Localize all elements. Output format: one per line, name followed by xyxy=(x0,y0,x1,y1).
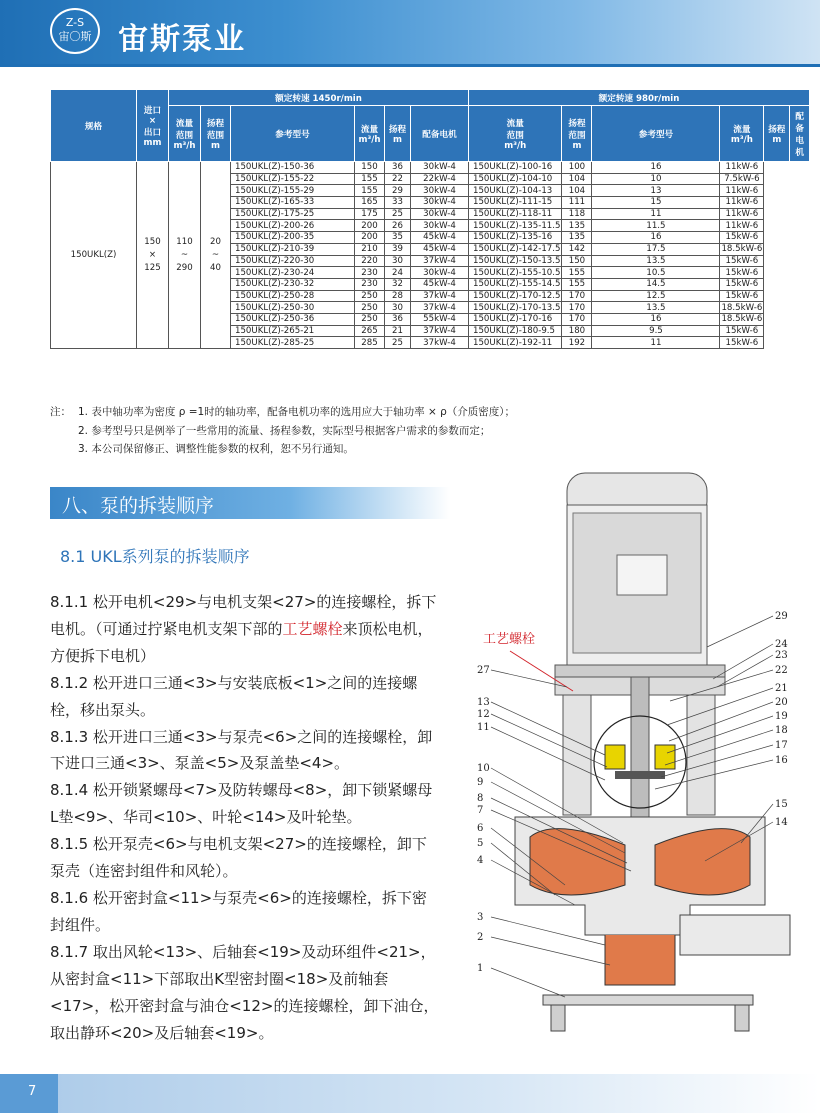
part-label-right: 22 xyxy=(775,665,788,676)
table-cell: 135 xyxy=(562,232,592,244)
cell-model: 150UKL(Z)-285-25 xyxy=(231,337,355,349)
part-label-right: 29 xyxy=(775,611,788,622)
table-cell: 30kW-4 xyxy=(411,267,469,279)
th-flow-1: 流量 m³/h xyxy=(355,106,385,162)
table-cell: 30kW-4 xyxy=(411,197,469,209)
table-cell: 10.5 xyxy=(592,267,720,279)
leader-line xyxy=(713,644,773,679)
cell-model: 150UKL(Z)-180-9.5 xyxy=(469,325,562,337)
table-cell: 285 xyxy=(355,337,385,349)
table-cell: 200 xyxy=(355,220,385,232)
table-cell: 11 xyxy=(592,208,720,220)
table-cell: 170 xyxy=(562,313,592,325)
table-cell: 230 xyxy=(355,278,385,290)
cell-model: 150UKL(Z)-118-11 xyxy=(469,208,562,220)
step-8-1-7: 8.1.7 取出风轮<13>、后轴套<19>及动环组件<21>，从密封盒<11>下部取出K型密封圈<18>及前轴套<17>，松开密封盒与油仓<12>的连接螺栓，卸下油仓，取出静环<20>及后轴套<19>。 xyxy=(50,942,439,1042)
table-cell: 15kW-6 xyxy=(720,337,764,349)
pump-cross-section-diagram xyxy=(455,465,820,1035)
th-speed-1450: 额定转速 1450r/min xyxy=(169,90,469,106)
table-cell: 25 xyxy=(385,337,411,349)
table-cell: 30kW-4 xyxy=(411,185,469,197)
part-label-left: 10 xyxy=(477,763,490,774)
part-label-right: 14 xyxy=(775,817,788,828)
seal-spring-right xyxy=(655,745,675,769)
table-cell: 37kW-4 xyxy=(411,290,469,302)
table-cell: 22 xyxy=(385,173,411,185)
part-label-left: 13 xyxy=(477,697,490,708)
table-cell: 250 xyxy=(355,290,385,302)
process-bolt-callout: 工艺螺栓 xyxy=(483,632,536,647)
th-speed-980: 额定转速 980r/min xyxy=(469,90,810,106)
table-cell: 265 xyxy=(355,325,385,337)
table-cell: 11kW-6 xyxy=(720,197,764,209)
leader-line xyxy=(491,937,610,965)
header-divider xyxy=(0,64,820,67)
table-cell: 135 xyxy=(562,220,592,232)
part-label-right: 16 xyxy=(775,755,788,766)
cell-model: 150UKL(Z)-220-30 xyxy=(231,255,355,267)
cell-size: 150 × 125 xyxy=(137,162,169,349)
table-cell: 155 xyxy=(355,185,385,197)
cell-model: 150UKL(Z)-250-36 xyxy=(231,313,355,325)
table-cell: 11kW-6 xyxy=(720,162,764,174)
bracket-left-leg xyxy=(563,695,591,815)
table-cell: 37kW-4 xyxy=(411,302,469,314)
part-label-right: 24 xyxy=(775,639,788,650)
cell-model: 150UKL(Z)-155-10.5 xyxy=(469,267,562,279)
part-label-left: 3 xyxy=(477,912,484,923)
table-cell: 24 xyxy=(385,267,411,279)
cell-head-range: 20 ~ 40 xyxy=(201,162,231,349)
cell-model: 150UKL(Z)-155-14.5 xyxy=(469,278,562,290)
table-cell: 15kW-6 xyxy=(720,232,764,244)
step-8-1-5: 8.1.5 松开泵壳<6>与电机支架<27>的连接螺栓，卸下泵壳（连密封组件和风轮）。 xyxy=(50,835,427,881)
table-cell: 13 xyxy=(592,185,720,197)
th-model-1: 参考型号 xyxy=(231,106,355,162)
table-cell: 30kW-4 xyxy=(411,162,469,174)
table-cell: 200 xyxy=(355,232,385,244)
cell-model: 150UKL(Z)-150-13.5 xyxy=(469,255,562,267)
table-cell: 45kW-4 xyxy=(411,243,469,255)
th-flow-range: 流量 范围 m³/h xyxy=(169,106,201,162)
cell-model: 150UKL(Z)-111-15 xyxy=(469,197,562,209)
table-cell: 210 xyxy=(355,243,385,255)
note-2: 2. 参考型号只是例举了一些常用的流量、扬程参数，实际型号根据客户需求的参数而定； xyxy=(78,424,491,437)
table-cell: 15kW-6 xyxy=(720,278,764,290)
leader-line xyxy=(707,616,773,647)
table-cell: 155 xyxy=(562,267,592,279)
table-cell: 142 xyxy=(562,243,592,255)
cell-model: 150UKL(Z)-265-21 xyxy=(231,325,355,337)
motor-nameplate xyxy=(617,555,667,595)
th-motor-1: 配备电机 xyxy=(411,106,469,162)
base-plate xyxy=(543,995,753,1005)
table-cell: 29 xyxy=(385,185,411,197)
cell-model: 150UKL(Z)-230-24 xyxy=(231,267,355,279)
cell-model: 150UKL(Z)-200-26 xyxy=(231,220,355,232)
leader-line xyxy=(665,730,773,765)
note-3: 3. 本公司保留修正、调整性能参数的权利，恕不另行通知。 xyxy=(78,443,354,455)
table-cell: 26 xyxy=(385,220,411,232)
table-cell: 18.5kW-6 xyxy=(721,314,763,325)
table-cell: 33 xyxy=(385,197,411,209)
part-label-left: 7 xyxy=(477,805,484,816)
table-cell: 18.5kW-6 xyxy=(721,302,763,313)
cell-model: 150UKL(Z)-100-16 xyxy=(469,162,562,174)
part-label-left: 11 xyxy=(477,722,490,733)
step-8-1-1: 8.1.1 松开电机<29>与电机支架<27>的连接螺栓，拆下电机。（可通过拧紧电机支架下部的工艺螺栓来顶松电机，方便拆下电机） xyxy=(50,593,437,665)
cell-model: 150UKL(Z)-192-11 xyxy=(469,337,562,349)
table-cell: 150 xyxy=(562,255,592,267)
table-cell: 30 xyxy=(385,302,411,314)
cell-model: 150UKL(Z)-155-22 xyxy=(231,173,355,185)
th-head-1: 扬程 m xyxy=(385,106,411,162)
part-label-right: 17 xyxy=(775,740,788,751)
table-cell: 36 xyxy=(385,162,411,174)
cell-model: 150UKL(Z)-135-11.5 xyxy=(469,220,562,232)
th-spec: 规格 xyxy=(51,90,137,162)
step-8-1-6: 8.1.6 松开密封盒<11>与泵壳<6>的连接螺栓，拆下密封组件。 xyxy=(50,888,427,934)
cell-model: 150UKL(Z)-165-33 xyxy=(231,197,355,209)
step-8-1-4: 8.1.4 松开锁紧螺母<7>及防转螺母<8>，卸下锁紧螺母L垫<9>、华司<10>、叶轮<14>及叶轮垫。 xyxy=(50,781,433,827)
table-cell: 12.5 xyxy=(592,290,720,302)
th-flow-2: 流量 m³/h xyxy=(720,106,764,162)
th-model-2: 参考型号 xyxy=(592,106,720,162)
table-cell: 16 xyxy=(592,313,720,325)
table-cell: 150 xyxy=(355,162,385,174)
table-cell: 10 xyxy=(592,173,720,185)
table-cell: 11kW-6 xyxy=(720,220,764,232)
table-cell: 11.5 xyxy=(592,220,720,232)
table-cell: 37kW-4 xyxy=(411,255,469,267)
table-cell: 230 xyxy=(355,267,385,279)
table-cell: 37kW-4 xyxy=(411,325,469,337)
process-bolt-highlight: 工艺螺栓 xyxy=(282,619,343,638)
part-label-right: 15 xyxy=(775,799,788,810)
subsection-title: 8.1 UKL系列泵的拆装顺序 xyxy=(60,547,250,566)
table-cell: 37kW-4 xyxy=(411,337,469,349)
table-cell: 220 xyxy=(355,255,385,267)
table-cell: 25 xyxy=(385,208,411,220)
cell-model: 150UKL(Z)-170-13.5 xyxy=(469,302,562,314)
part-label-right: 20 xyxy=(775,697,788,708)
table-cell: 15kW-6 xyxy=(720,290,764,302)
part-label-left: 27 xyxy=(477,665,490,676)
table-cell: 118 xyxy=(562,208,592,220)
table-cell: 36 xyxy=(385,313,411,325)
table-cell: 30kW-4 xyxy=(411,220,469,232)
cell-model: 150UKL(Z)-155-29 xyxy=(231,185,355,197)
cell-model: 150UKL(Z)-104-10 xyxy=(469,173,562,185)
table-cell: 22kW-4 xyxy=(411,173,469,185)
logo-top-text: Z-S xyxy=(65,16,85,29)
table-cell: 18.5kW-6 xyxy=(721,244,763,255)
table-cell: 192 xyxy=(562,337,592,349)
table-cell: 30kW-4 xyxy=(411,208,469,220)
table-cell: 111 xyxy=(562,197,592,209)
table-cell: 250 xyxy=(355,302,385,314)
disassembly-steps xyxy=(50,589,440,1046)
part-label-left: 12 xyxy=(477,709,490,720)
table-row xyxy=(51,162,810,174)
part-label-left: 4 xyxy=(477,855,484,866)
table-cell: 55kW-4 xyxy=(411,313,469,325)
cell-flow-range: 110 ~ 290 xyxy=(169,162,201,349)
table-cell: 104 xyxy=(562,173,592,185)
table-cell: 30 xyxy=(385,255,411,267)
table-cell: 16 xyxy=(592,162,720,174)
table-cell: 175 xyxy=(355,208,385,220)
table-cell: 17.5 xyxy=(592,243,720,255)
table-cell: 35 xyxy=(385,232,411,244)
table-cell: 11kW-6 xyxy=(720,185,764,197)
th-size: 进口 × 出口 mm xyxy=(137,90,169,162)
part-label-left: 5 xyxy=(477,838,484,849)
table-cell: 16 xyxy=(592,232,720,244)
footer-bar xyxy=(0,1074,820,1113)
table-cell: 13.5 xyxy=(592,302,720,314)
cell-model: 150UKL(Z)-175-25 xyxy=(231,208,355,220)
note-1: 1. 表中轴功率为密度 ρ =1时的轴功率，配备电机功率的选用应大于轴功率 × ρ（介质密度）； xyxy=(78,406,516,418)
part-label-left: 2 xyxy=(477,932,484,943)
cell-model: 150UKL(Z)-200-35 xyxy=(231,232,355,244)
th-head-range: 扬程 范围 m xyxy=(201,106,231,162)
th-flow-range-2: 流量 范围 m³/h xyxy=(469,106,562,162)
table-cell: 104 xyxy=(562,185,592,197)
table-cell: 250 xyxy=(355,313,385,325)
table-cell: 15 xyxy=(592,197,720,209)
step-8-1-2: 8.1.2 松开进口三通<3>与安装底板<1>之间的连接螺栓，移出泵头。 xyxy=(50,673,418,719)
th-head-range-2: 扬程 范围 m xyxy=(562,106,592,162)
table-cell: 15kW-6 xyxy=(720,267,764,279)
cell-model: 150UKL(Z)-170-16 xyxy=(469,313,562,325)
th-motor-2: 配备电机 xyxy=(790,106,810,162)
table-cell: 165 xyxy=(355,197,385,209)
table-cell: 28 xyxy=(385,290,411,302)
base-leg-left xyxy=(551,1005,565,1031)
step-8-1-3: 8.1.3 松开进口三通<3>与泵壳<6>之间的连接螺栓，卸下进口三通<3>、泵盖<5>及泵盖垫<4>。 xyxy=(50,727,433,773)
cell-model: 150UKL(Z)-150-36 xyxy=(231,162,355,174)
performance-table xyxy=(50,89,810,349)
leader-line xyxy=(491,968,565,997)
base-leg-right xyxy=(735,1005,749,1031)
table-cell: 14.5 xyxy=(592,278,720,290)
cell-model: 150UKL(Z)-104-13 xyxy=(469,185,562,197)
cell-model: 150UKL(Z)-135-16 xyxy=(469,232,562,244)
table-notes xyxy=(50,403,515,459)
part-label-left: 6 xyxy=(477,823,484,834)
cell-model: 150UKL(Z)-170-12.5 xyxy=(469,290,562,302)
table-cell: 13.5 xyxy=(592,255,720,267)
section-title: 八、泵的拆装顺序 xyxy=(62,495,215,517)
table-cell: 15kW-6 xyxy=(720,255,764,267)
table-cell: 39 xyxy=(385,243,411,255)
cell-model: 150UKL(Z)-250-30 xyxy=(231,302,355,314)
table-cell: 170 xyxy=(562,302,592,314)
seal-ring xyxy=(615,771,665,779)
discharge-pipe xyxy=(680,915,790,955)
cell-model: 150UKL(Z)-230-32 xyxy=(231,278,355,290)
table-cell: 11 xyxy=(592,337,720,349)
table-cell: 15kW-6 xyxy=(720,325,764,337)
logo-bottom-text: 宙〇斯 xyxy=(58,30,92,43)
part-label-left: 8 xyxy=(477,793,484,804)
table-cell: 32 xyxy=(385,278,411,290)
table-cell: 11kW-6 xyxy=(720,208,764,220)
table-cell: 21 xyxy=(385,325,411,337)
table-cell: 45kW-4 xyxy=(411,278,469,290)
table-cell: 180 xyxy=(562,325,592,337)
cell-spec: 150UKL(Z) xyxy=(51,162,137,349)
company-logo xyxy=(50,8,100,54)
part-label-left: 1 xyxy=(477,963,484,974)
part-label-right: 23 xyxy=(775,650,788,661)
part-label-right: 21 xyxy=(775,683,788,694)
table-cell: 155 xyxy=(562,278,592,290)
table-cell: 9.5 xyxy=(592,325,720,337)
part-label-right: 19 xyxy=(775,711,788,722)
table-cell: 45kW-4 xyxy=(411,232,469,244)
page-number: 7 xyxy=(28,1084,37,1099)
table-cell: 100 xyxy=(562,162,592,174)
table-cell: 7.5kW-6 xyxy=(720,173,764,185)
motor-flange xyxy=(555,665,725,677)
brand-name: 宙斯泵业 xyxy=(118,22,246,57)
cell-model: 150UKL(Z)-210-39 xyxy=(231,243,355,255)
inlet-tee xyxy=(605,935,675,985)
part-label-right: 18 xyxy=(775,725,788,736)
part-label-left: 9 xyxy=(477,777,484,788)
notes-label: 注： xyxy=(50,406,71,418)
th-head-2: 扬程 m xyxy=(764,106,790,162)
table-cell: 155 xyxy=(355,173,385,185)
table-cell: 170 xyxy=(562,290,592,302)
seal-spring-left xyxy=(605,745,625,769)
cell-model: 150UKL(Z)-250-28 xyxy=(231,290,355,302)
cell-model: 150UKL(Z)-142-17.5 xyxy=(469,243,562,255)
